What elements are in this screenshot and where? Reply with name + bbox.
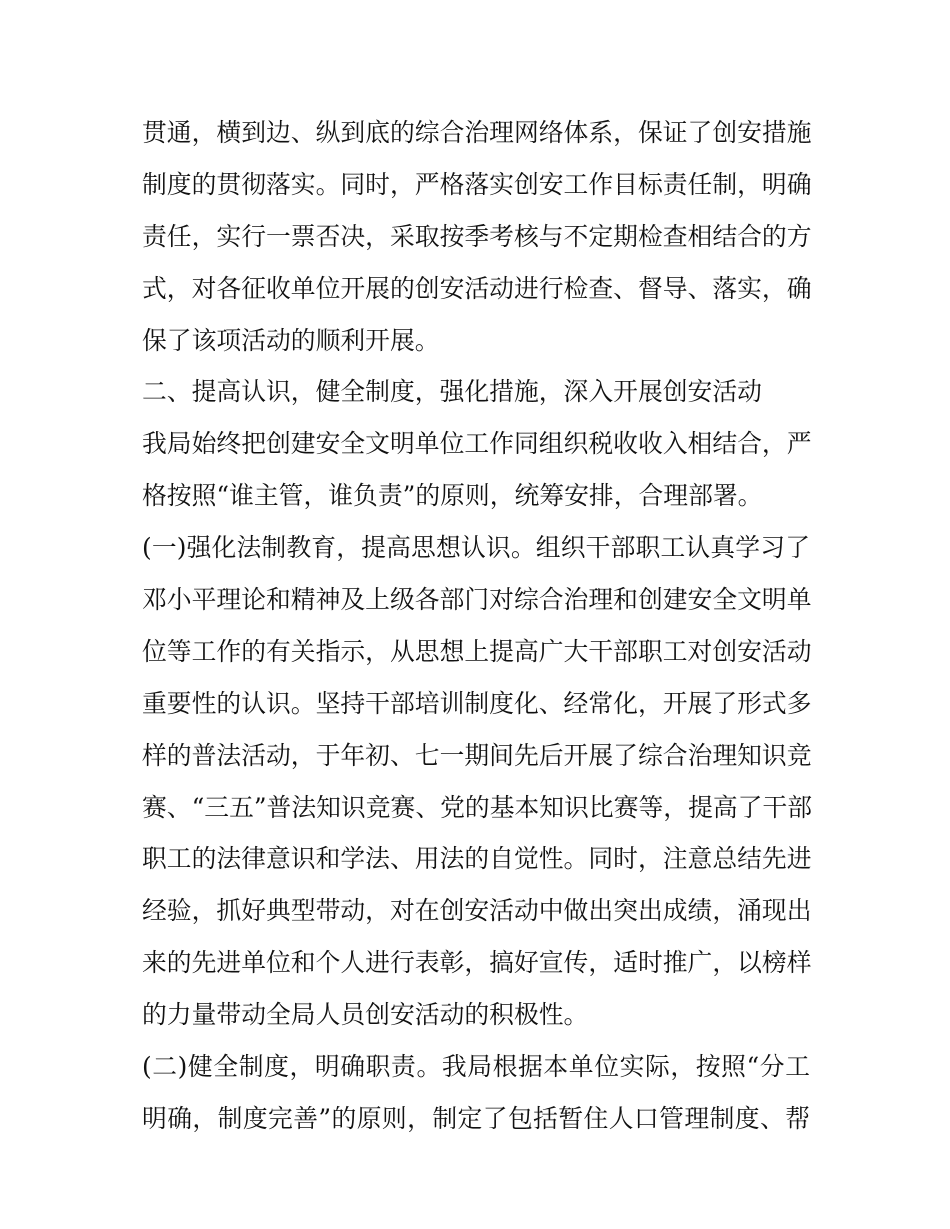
text-line: 职工的法律意识和学法、用法的自觉性。同时，注意总结先进 [142,844,812,874]
text-line: 来的先进单位和个人进行表彰，搞好宣传，适时推广，以榜样 [142,948,812,978]
text-line: 重要性的认识。坚持干部培训制度化、经常化，开展了形式多 [142,688,812,718]
text-line: (一)强化法制教育，提高思想认识。组织干部职工认真学习了 [142,533,810,563]
text-line: 邓小平理论和精神及上级各部门对综合治理和创建安全文明单 [142,585,812,615]
text-line: 明确，制度完善”的原则，制定了包括暂住人口管理制度、帮 [142,1103,810,1133]
document-body [142,107,822,1145]
text-line: 的力量带动全局人员创安活动的积极性。 [142,1000,589,1030]
text-line: 保了该项活动的顺利开展。 [142,325,440,355]
text-line: (二)健全制度，明确职责。我局根据本单位实际，按照“分工 [142,1052,810,1082]
text-line: 样的普法活动，于年初、七一期间先后开展了综合治理知识竞 [142,740,812,770]
text-line: 经验，抓好典型带动，对在创安活动中做出突出成绩，涌现出 [142,896,812,926]
text-line: 责任，实行一票否决，采取按季考核与不定期检查相结合的方 [142,221,812,251]
text-line: 贯通，横到边、纵到底的综合治理网络体系，保证了创安措施 [142,118,812,147]
text-line: 格按照“谁主管，谁负责”的原则，统筹安排，合理部署。 [142,481,763,511]
text-line: 我局始终把创建安全文明单位工作同组织税收收入相结合，严 [142,429,812,459]
text-line: 制度的贯彻落实。同时，严格落实创安工作目标责任制，明确 [142,169,812,199]
text-line: 赛、“三五”普法知识竞赛、党的基本知识比赛等，提高了干部 [142,792,813,822]
section-heading: 二、提高认识，健全制度，强化措施，深入开展创安活动 [142,377,762,407]
text-line: 位等工作的有关指示，从思想上提高广大干部职工对创安活动 [142,636,812,666]
text-line: 式，对各征收单位开展的创安活动进行检查、督导、落实，确 [142,273,812,303]
